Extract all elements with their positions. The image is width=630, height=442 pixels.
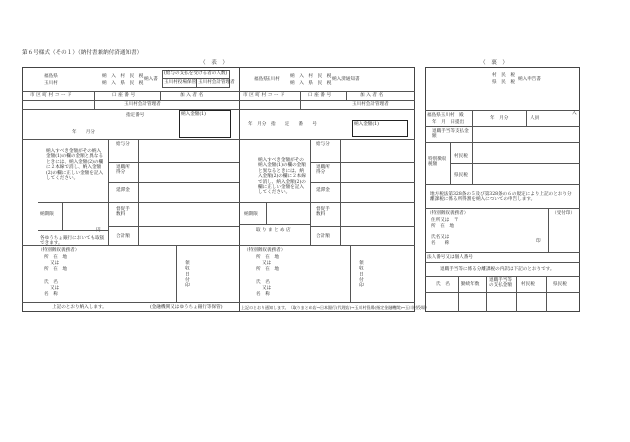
p1-deadline: 納期限 (40, 212, 54, 217)
p3-submit-date: 年 月 日提出 (432, 120, 465, 125)
p1-sender-or2: 又は (50, 286, 60, 291)
p2-sender-or2: 又は (262, 286, 272, 291)
p1-payee: 玉川村会計管理者 (124, 102, 161, 107)
p1-instructions: 納入すべき金額がその納入金額(1)の欄の金額と異なるときには、納入金額(2)の欄に２本線で消し、納入金額(2)の欄に正しい金額を記入してください。 (46, 149, 104, 182)
p1-sender-header: （特別徴収義務者） (38, 248, 80, 253)
p1-issuer-town: 玉川村 (44, 81, 58, 86)
p3-field-village-tax: 村民税 (454, 154, 468, 159)
p3-recipient-line2: 県 民 税 (492, 80, 515, 85)
p3-table-title: 退職手当等に係る分離課税の内訳は下記のとおりです。 (440, 267, 555, 272)
p3-person-label: 入 (572, 111, 577, 116)
p3-recipient-line1: 村 民 税 (492, 73, 515, 78)
p1-sender-addr: 所 在 地 (44, 255, 67, 260)
p3-doc-type: 納入申告書 (518, 77, 541, 82)
side-back-label: （ 裏 ） (480, 60, 508, 66)
p2-sender-title: 名 称 (256, 292, 270, 297)
p1-designation: 指定番号 (126, 113, 145, 118)
p1-cell-a: 玉川村役場保管 (164, 80, 197, 85)
p2-payee: 玉川村会計管理者 (352, 102, 389, 107)
p3-addressee: 福島県玉川村 殿 (427, 113, 464, 118)
p2-sender-or1: 又は (262, 261, 272, 266)
p1-recipient-line1: 納 入 村 民 税 (102, 74, 144, 79)
p1-header-name: 加入者名 (180, 93, 205, 98)
p2-recipient-line1: 納 入 村 民 税 (290, 74, 332, 79)
form-title: 第６号様式（その１）（納付書兼納付済通知書） (22, 50, 143, 56)
p3-sender-title: 名 称 (431, 241, 450, 246)
p2-deadline: 納期限 (244, 212, 258, 217)
p1-year-month: 年 月分 (72, 130, 95, 135)
p3-sender-loc: 所 在 地 (431, 224, 454, 229)
p2-issuer-town: 玉川村 (266, 77, 280, 82)
p2-header-name: 加入者名 (360, 93, 385, 98)
p3-seal: 印 (536, 239, 541, 244)
side-front-label: （ 表 ） (200, 60, 228, 66)
p2-amount-label: 納入金額(1) (354, 122, 379, 127)
p1-copy-header: (給与の支払を受ける者の人数) (164, 71, 228, 76)
p2-footer: 上記のとおり通知します。（取りまとめ店→日本銀行(代理店)→玉川村役場(指定金融機関)→玉川村役場） (241, 305, 429, 310)
p2-field-salary: 給与分 (316, 142, 330, 147)
p3-field-special-tax: 特別徴収税額 (428, 157, 447, 168)
p1-footer: 上記のとおり納入します。 (52, 305, 107, 310)
p2-sender-addr: 所 在 地 (256, 255, 279, 260)
p3-headcount: 人員 (530, 116, 540, 121)
p1-recipient-line2: 納 入 県 民 税 (102, 81, 144, 86)
p1-field-salary: 給与分 (116, 142, 130, 147)
p3-sender-name: 氏名又は (431, 235, 450, 240)
p2-sender-loc: 所 在 地 (256, 267, 279, 272)
p2-header-account: 口座番号 (308, 93, 333, 98)
p1-date-stamp: 領収日付印 (184, 260, 190, 289)
p1-issuer-city: 福島県 (44, 74, 58, 79)
p3-statement: 地方税法第328条の５及び第328条の６の規定により上記のとおり分離課税に係る所得割を納入についての申告します。 (430, 192, 572, 203)
p1-cell-b: 玉川村会計管理者 (198, 80, 235, 85)
p2-field-total: 合計額 (316, 234, 330, 239)
p1-amount-label: 納入金額(1) (181, 112, 206, 117)
p1-field-retire: 退職所得分 (116, 165, 130, 176)
p1-note: 各ゆうちょ銀行においても取扱できます。 (40, 236, 105, 247)
p2-summary: 取りまとめ店 (256, 228, 292, 233)
p2-designation: 年 月分 指 定 番 号 (248, 122, 317, 127)
p2-sender-name: 氏 名 (256, 280, 270, 285)
p3-field-retire-pay: 退職手当等支払金額 (432, 129, 469, 140)
p1-header-account: 口座番号 (112, 93, 137, 98)
p2-instructions: 納入すべき金額がその納入金額(1)の欄の金額と異なるときには、納入金額(2)の欄に２本線で消し、納入金額(2)の欄に正しい金額を記入してください。 (258, 158, 306, 196)
p2-recipient-line2: 納 入 県 民 税 (290, 81, 332, 86)
p3-year-month: 年 月分 (490, 116, 509, 121)
p1-yen: 円 (96, 228, 101, 233)
p1-field-fee: 督促手数料 (116, 207, 130, 218)
p2-field-retire: 退職所得分 (316, 165, 330, 176)
p2-field-late: 延滞金 (316, 188, 330, 193)
p3-sender-addr: 住所又は 〒 (431, 218, 459, 223)
p1-header-code: 市区町村コード (30, 93, 74, 98)
p1-sender-name: 氏 名 (44, 280, 58, 285)
p2-field-fee: 督促手数料 (316, 207, 330, 218)
p2-date-stamp: 領収日付印 (358, 260, 364, 289)
p2-doc-type: 納入済通知書 (332, 77, 360, 82)
p3-th-pref: 県民税 (553, 282, 567, 287)
p1-sender-or1: 又は (50, 261, 60, 266)
p3-sender-header: （特別徴収義務者） (427, 211, 469, 216)
p3-th-village: 村民税 (521, 282, 535, 287)
p2-issuer-city: 福島県 (254, 77, 268, 82)
p3-th-name: 氏 名 (436, 282, 450, 287)
p1-sender-loc: 所 在 地 (44, 267, 67, 272)
p3-th-pay: 退職手当等の支払金額 (489, 278, 512, 289)
p2-sender-header: （特別徴収義務者） (244, 248, 286, 253)
p1-doc-type: 納入書 (144, 77, 158, 82)
p3-th-years: 勤続年数 (461, 282, 480, 287)
p2-header-code: 市区町村コード (243, 93, 287, 98)
p1-sender-title: 名 称 (44, 292, 58, 297)
p3-field-pref-tax: 県民税 (454, 173, 468, 178)
p3-liaison: 法人番号又は個人番号 (427, 255, 473, 260)
p1-field-late: 延滞金 (116, 188, 130, 193)
p3-stamp-label: （受付印） (552, 211, 575, 216)
p1-footer-right: (金融機関又はゆうちょ銀行等保管) (150, 305, 223, 310)
p1-field-total: 合計額 (116, 234, 130, 239)
